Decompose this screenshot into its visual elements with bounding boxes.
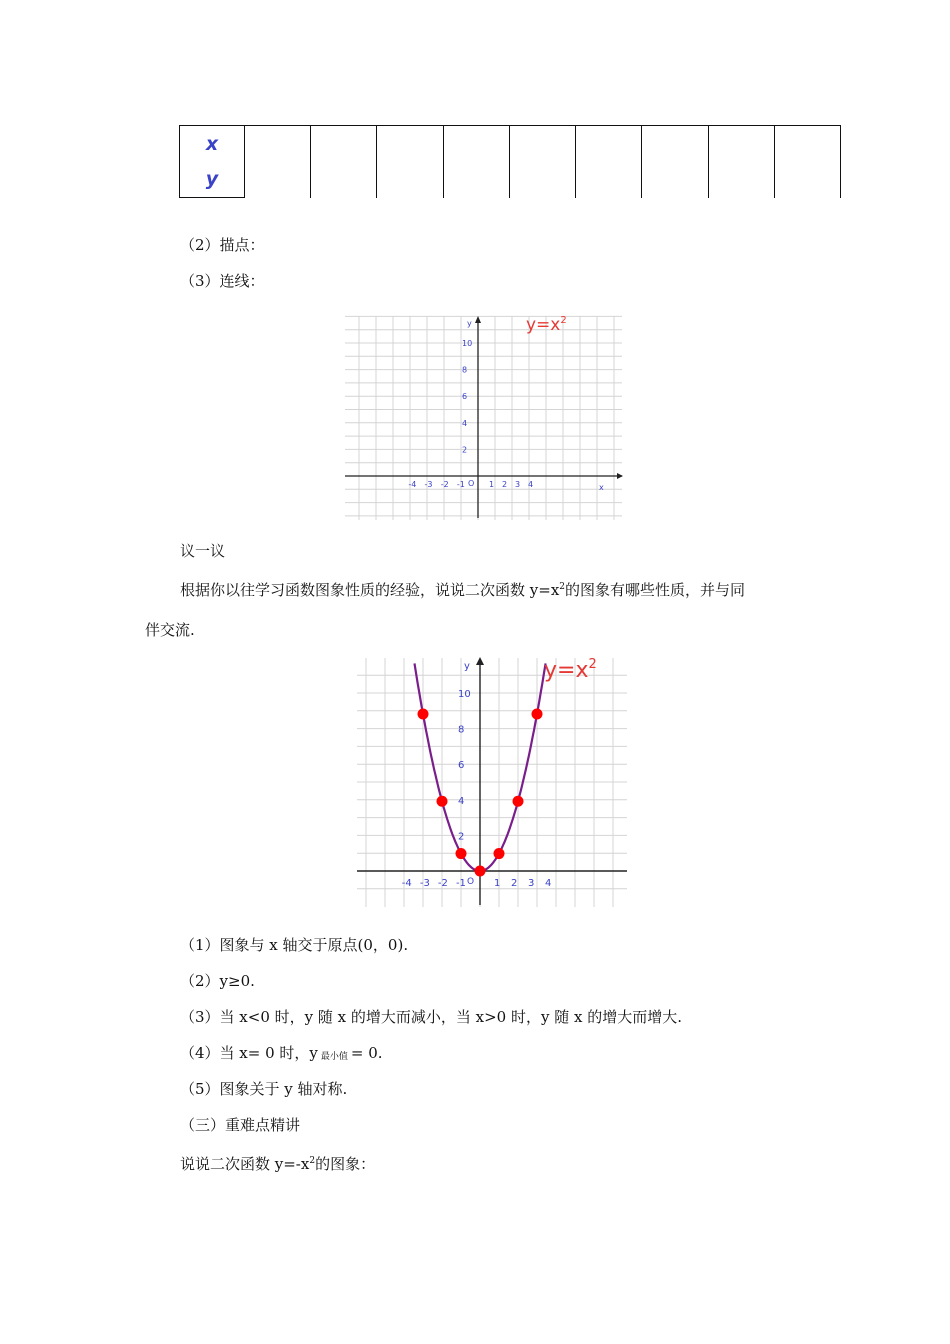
y-tick-label: 8 bbox=[458, 724, 465, 736]
grid-lines bbox=[345, 316, 622, 520]
y-tick-label: 6 bbox=[458, 760, 465, 772]
x-tick-label: 4 bbox=[528, 480, 534, 489]
table-cell bbox=[377, 126, 443, 198]
table-cell bbox=[708, 126, 774, 198]
discussion-text-line2: 伴交流. bbox=[145, 621, 195, 639]
data-point bbox=[532, 709, 543, 720]
x-tick-label: 3 bbox=[515, 480, 521, 489]
y-axis-arrow bbox=[475, 316, 481, 323]
x-tick-label: -2 bbox=[440, 480, 449, 489]
y-tick-label: 10 bbox=[462, 339, 473, 348]
y-axis-label: y bbox=[464, 661, 470, 672]
y-tick-label: 4 bbox=[458, 795, 465, 807]
x-tick-label: -3 bbox=[419, 878, 430, 889]
y-tick-label: 10 bbox=[458, 689, 471, 700]
data-point bbox=[437, 796, 448, 807]
table-cell bbox=[245, 126, 311, 198]
coordinate-grid-graph bbox=[340, 310, 630, 525]
x-tick-label: -1 bbox=[456, 480, 465, 489]
origin-label: O bbox=[468, 479, 475, 488]
grid-lines bbox=[357, 658, 627, 907]
table-header-x: x bbox=[180, 126, 245, 162]
x-tick-label: 2 bbox=[511, 878, 518, 889]
origin-label: O bbox=[467, 877, 475, 887]
x-tick-label: 3 bbox=[528, 878, 535, 889]
x-tick-label: 1 bbox=[489, 480, 495, 489]
x-tick-label: 4 bbox=[545, 878, 552, 889]
x-axis-arrow bbox=[617, 473, 623, 479]
x-tick-label: -4 bbox=[408, 480, 417, 489]
data-point bbox=[494, 848, 505, 859]
property-1: （1）图象与 x 轴交于原点(0，0). bbox=[180, 936, 409, 954]
data-point bbox=[418, 709, 429, 720]
table-cell bbox=[311, 126, 377, 198]
property-3: （3）当 x<0 时，y 随 x 的增大而减小，当 x>0 时，y 随 x 的增大而增大. bbox=[180, 1008, 683, 1026]
x-tick-label: -2 bbox=[437, 878, 448, 889]
y-axis-arrow bbox=[476, 657, 484, 665]
property-5: （5）图象关于 y 轴对称. bbox=[180, 1080, 348, 1098]
property-4: （4）当 x= 0 时，y $_{最小值}$ = 0. bbox=[180, 1044, 383, 1062]
section-heading: （三）重难点精讲 bbox=[180, 1116, 301, 1134]
y-tick-label: 8 bbox=[462, 365, 468, 375]
function-label: $y=x^2$ bbox=[544, 657, 597, 683]
value-table bbox=[179, 125, 841, 198]
x-tick-label: -4 bbox=[401, 878, 412, 889]
y-tick-label: 2 bbox=[458, 831, 465, 843]
data-point bbox=[475, 866, 486, 877]
y-tick-label: 2 bbox=[462, 445, 468, 455]
step-connect-line: （3）连线： bbox=[180, 272, 265, 290]
x-tick-label: 1 bbox=[494, 878, 501, 889]
x-tick-label: -1 bbox=[455, 878, 466, 889]
property-2: （2）y≥0. bbox=[180, 972, 255, 990]
table-cell bbox=[642, 126, 708, 198]
x-axis-label: x bbox=[599, 483, 604, 492]
function-label: $y=x^2$ bbox=[526, 315, 567, 335]
table-cell bbox=[509, 126, 575, 198]
x-tick-label: -3 bbox=[424, 480, 433, 489]
table-cell bbox=[576, 126, 642, 198]
discussion-text-line1: 根据你以往学习函数图象性质的经验，说说二次函数 $y=x^2$的图象有哪些性质，并与同 bbox=[180, 581, 746, 599]
data-point bbox=[456, 848, 467, 859]
parabola-chart bbox=[352, 652, 634, 910]
table-cell bbox=[443, 126, 509, 198]
step-plot-points: （2）描点： bbox=[180, 236, 265, 254]
section-prompt: 说说二次函数 $y=-x^2$的图象： bbox=[180, 1155, 376, 1173]
data-point bbox=[513, 796, 524, 807]
y-tick-label: 6 bbox=[462, 392, 468, 402]
discussion-heading: 议一议 bbox=[180, 542, 226, 560]
table-cell bbox=[774, 126, 840, 198]
table-header-y: y bbox=[180, 162, 245, 198]
y-tick-label: 4 bbox=[462, 418, 468, 428]
y-axis-label: y bbox=[467, 319, 472, 328]
x-tick-label: 2 bbox=[502, 480, 508, 489]
